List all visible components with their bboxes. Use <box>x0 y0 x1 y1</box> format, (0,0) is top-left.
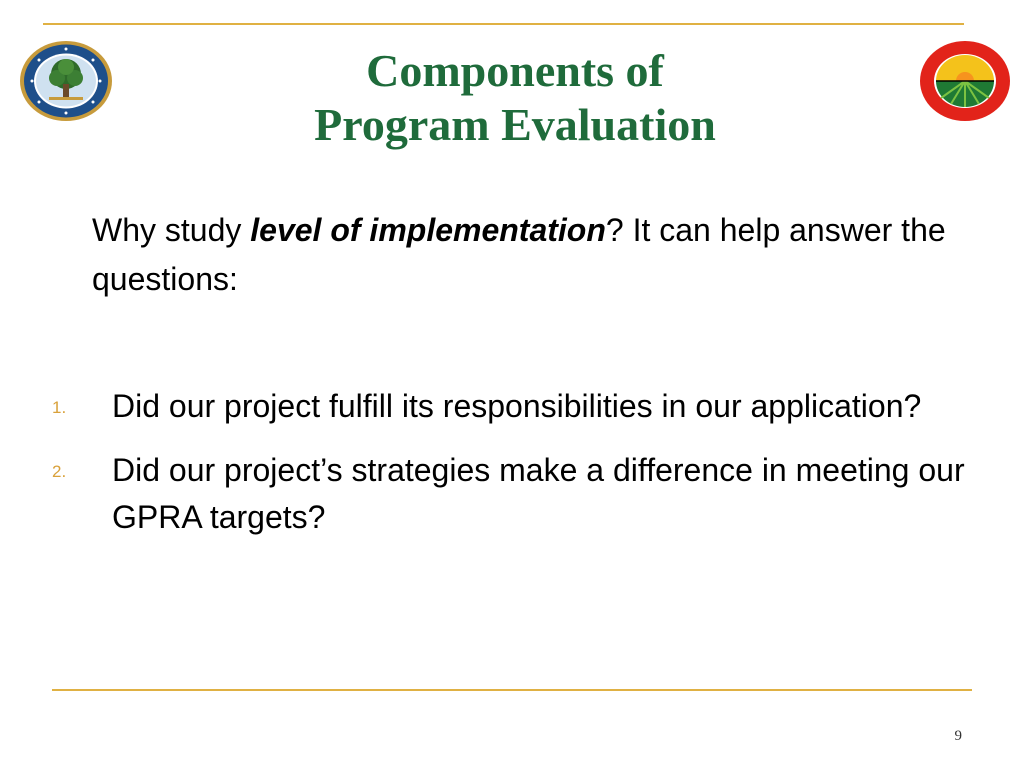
list-item-text: Did our project’s strategies make a difference in meeting our GPRA targets? <box>112 452 965 535</box>
slide-title-line-1: Components of <box>366 45 664 96</box>
page-number: 9 <box>954 728 962 744</box>
intro-emphasis: level of implementation <box>250 212 606 248</box>
slide-title <box>160 44 870 152</box>
list-item <box>0 447 1024 541</box>
slide-title-line-2: Program Evaluation <box>314 99 716 150</box>
list-item-number: 2. <box>52 462 67 481</box>
questions-list <box>0 383 1024 558</box>
list-item-text: Did our project fulfill its responsibilities in our application? <box>112 388 922 424</box>
intro-text-end: ? It can help answer the questions: <box>92 212 946 297</box>
department-of-education-seal-icon <box>19 40 113 122</box>
list-item <box>0 383 1024 430</box>
bottom-divider <box>52 689 972 691</box>
migrant-education-logo-icon <box>919 40 1011 122</box>
top-divider <box>43 23 964 25</box>
list-item-number: 1. <box>52 398 67 417</box>
intro-paragraph <box>92 206 952 304</box>
intro-text-start: Why study <box>92 212 251 248</box>
